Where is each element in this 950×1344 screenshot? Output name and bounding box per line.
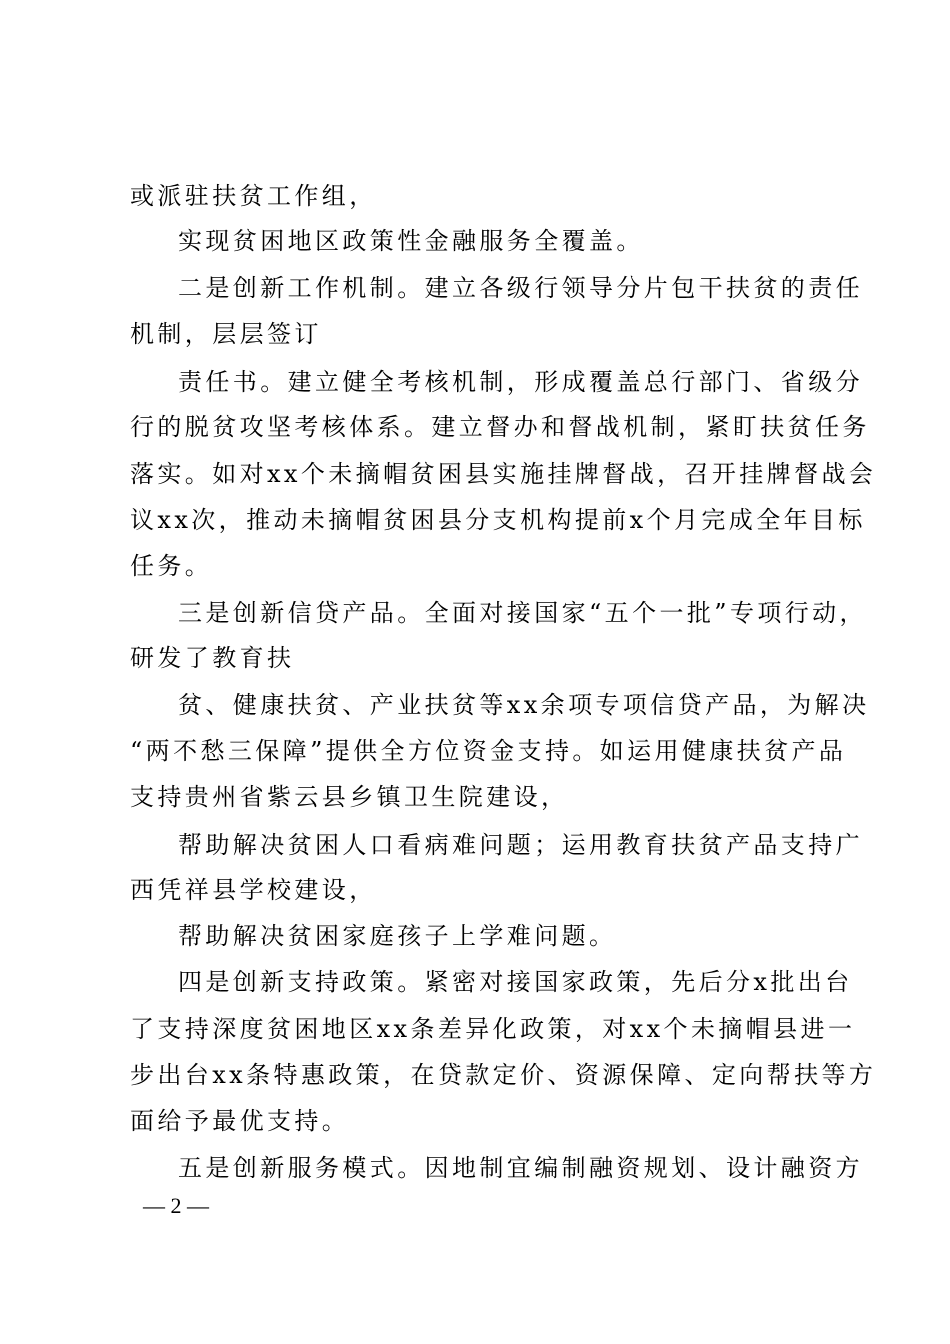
text-line: “两不愁三保障”提供全方位资金支持。如运用健康扶贫产品 xyxy=(130,737,847,765)
text-line: 四是创新支持政策。紧密对接国家政策，先后分x批出台 xyxy=(178,968,853,996)
text-line: 西凭祥县学校建设， xyxy=(130,876,377,904)
text-line: 贫、健康扶贫、产业扶贫等xx余项专项信贷产品，为解决 xyxy=(178,691,870,719)
text-line: 了支持深度贫困地区xx条差异化政策，对xx个未摘帽县进一 xyxy=(130,1015,856,1043)
text-line: 三是创新信贷产品。全面对接国家“五个一批”专项行动， xyxy=(178,599,867,627)
text-line: 任务。 xyxy=(130,552,213,580)
text-line: 五是创新服务模式。因地制宜编制融资规划、设计融资方 xyxy=(178,1154,863,1182)
page-number: — 2 — xyxy=(143,1193,209,1218)
text-line: 实现贫困地区政策性金融服务全覆盖。 xyxy=(178,227,644,255)
text-line: 帮助解决贫困家庭孩子上学难问题。 xyxy=(178,922,617,950)
text-line: 行的脱贫攻坚考核体系。建立督办和督战机制，紧盯扶贫任务 xyxy=(130,413,870,441)
text-line: 支持贵州省紫云县乡镇卫生院建设， xyxy=(130,783,569,811)
text-line: 或派驻扶贫工作组， xyxy=(130,182,377,210)
text-line: 议xx次，推动未摘帽贫困县分支机构提前x个月完成全年目标 xyxy=(130,506,866,534)
text-line: 落实。如对xx个未摘帽贫困县实施挂牌督战，召开挂牌督战会 xyxy=(130,460,877,488)
text-line: 责任书。建立健全考核机制，形成覆盖总行部门、省级分 xyxy=(178,368,863,396)
text-line: 帮助解决贫困人口看病难问题；运用教育扶贫产品支持广 xyxy=(178,831,863,859)
text-line: 机制，层层签订 xyxy=(130,320,322,348)
text-line: 面给予最优支持。 xyxy=(130,1107,350,1135)
text-line: 二是创新工作机制。建立各级行领导分片包干扶贫的责任 xyxy=(178,274,863,302)
text-line: 步出台xx条特惠政策，在贷款定价、资源保障、定向帮扶等方 xyxy=(130,1061,877,1089)
text-line: 研发了教育扶 xyxy=(130,644,295,672)
